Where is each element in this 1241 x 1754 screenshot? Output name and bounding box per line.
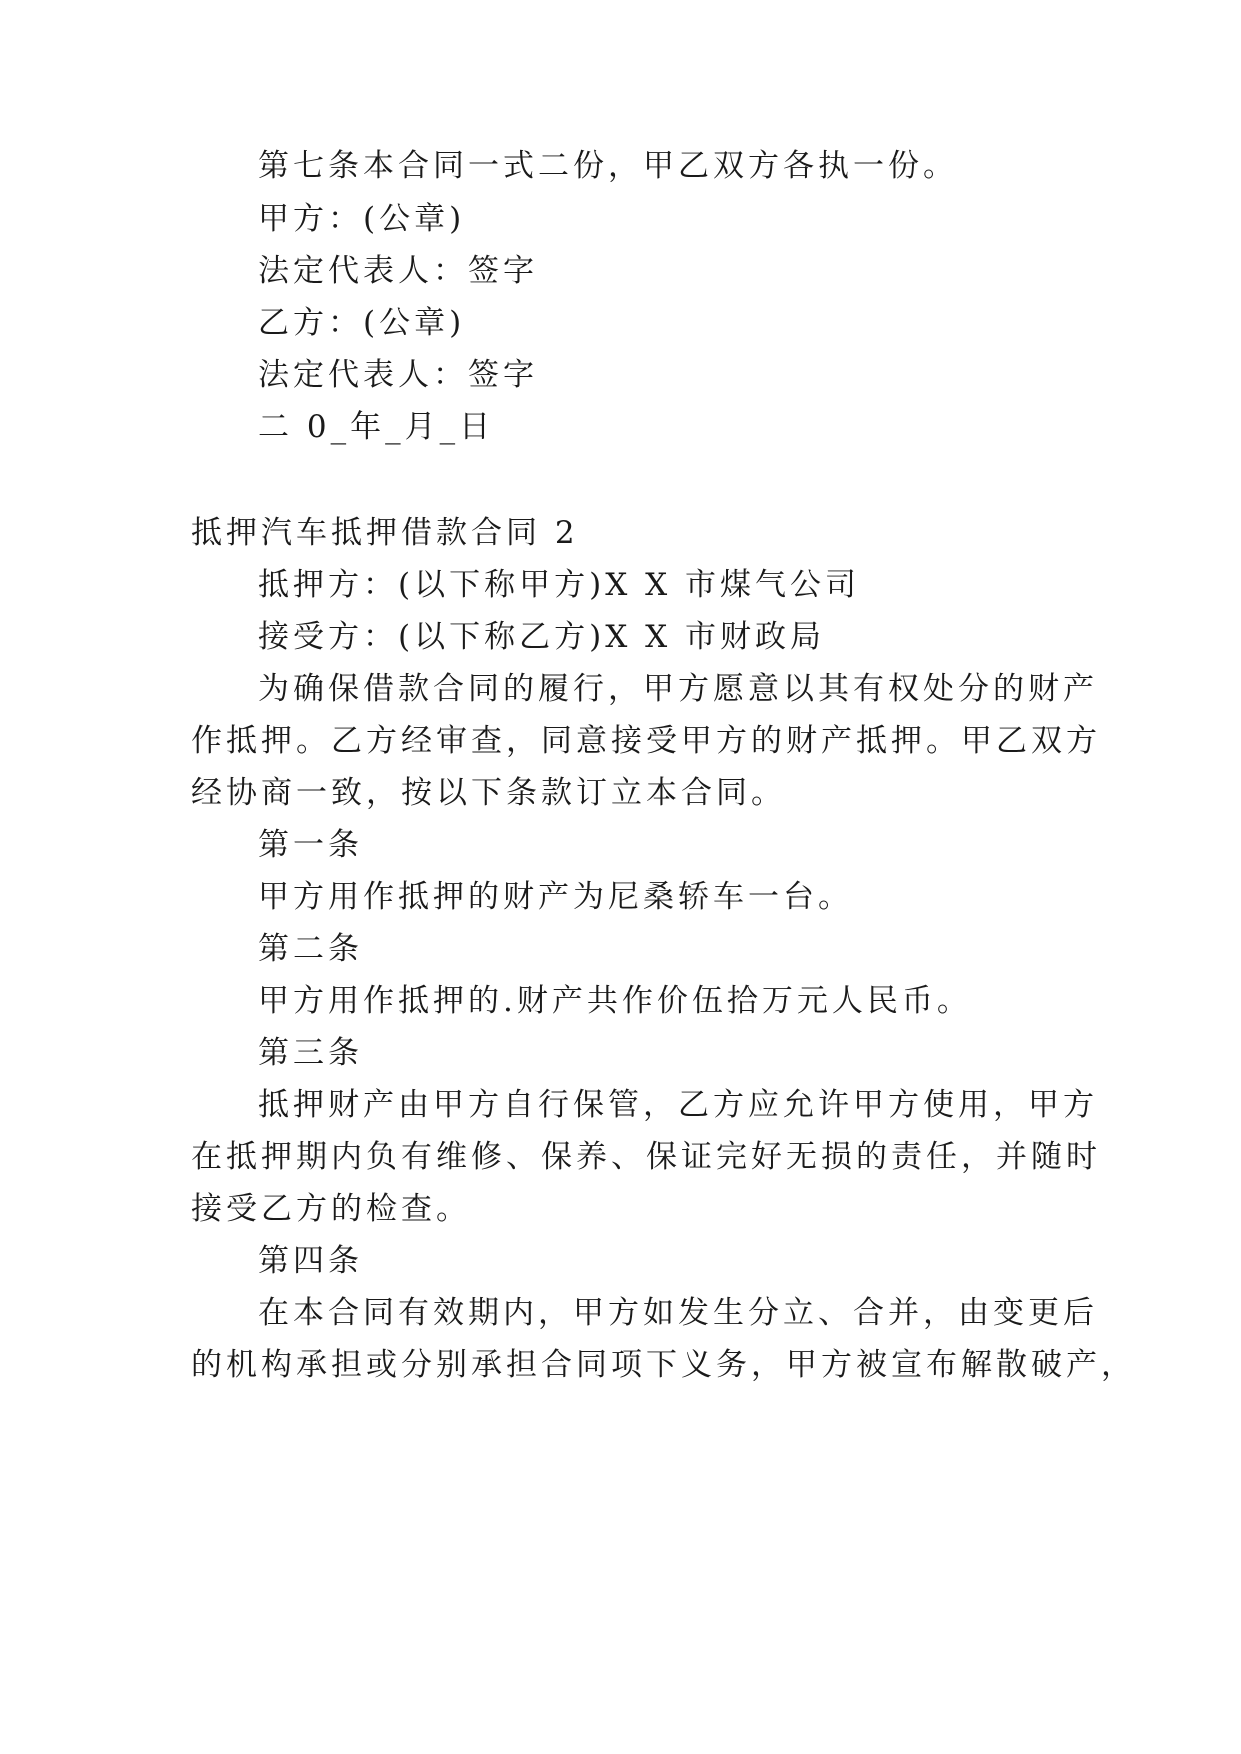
mortgagee-line: 接受方：(以下称乙方)X X 市财政局 xyxy=(258,619,826,655)
article3-line-3: 接受乙方的检查。 xyxy=(191,1191,471,1227)
article3-heading: 第三条 xyxy=(258,1035,363,1071)
article4-heading: 第四条 xyxy=(258,1243,363,1279)
party-a-representative: 法定代表人：签字 xyxy=(258,253,538,289)
preamble-line-1: 为确保借款合同的履行，甲方愿意以其有权处分的财产 xyxy=(258,671,1098,707)
article1-heading: 第一条 xyxy=(258,827,363,863)
article2-heading: 第二条 xyxy=(258,931,363,967)
article1-text: 甲方用作抵押的财产为尼桑轿车一台。 xyxy=(258,879,853,915)
article3-line-2: 在抵押期内负有维修、保养、保证完好无损的责任，并随时 xyxy=(191,1139,1101,1175)
article7-text: 第七条本合同一式二份，甲乙双方各执一份。 xyxy=(258,148,958,184)
article2-text: 甲方用作抵押的.财产共作价伍拾万元人民币。 xyxy=(258,983,972,1019)
article4-line-1: 在本合同有效期内，甲方如发生分立、合并，由变更后 xyxy=(258,1295,1098,1331)
contract-title: 抵押汽车抵押借款合同 2 xyxy=(191,515,579,551)
party-b-seal: 乙方：(公章) xyxy=(258,305,466,341)
preamble-line-2: 作抵押。乙方经审查，同意接受甲方的财产抵押。甲乙双方 xyxy=(191,723,1101,759)
article4-line-2: 的机构承担或分别承担合同项下义务，甲方被宣布解散破产， xyxy=(191,1347,1136,1383)
preamble-line-3: 经协商一致，按以下条款订立本合同。 xyxy=(191,775,786,811)
party-b-representative: 法定代表人：签字 xyxy=(258,357,538,393)
mortgagor-line: 抵押方：(以下称甲方)X X 市煤气公司 xyxy=(258,567,861,603)
date-line: 二 0_年_月_日 xyxy=(258,409,495,445)
article3-line-1: 抵押财产由甲方自行保管，乙方应允许甲方使用，甲方 xyxy=(258,1087,1098,1123)
party-a-seal: 甲方：(公章) xyxy=(258,201,466,237)
